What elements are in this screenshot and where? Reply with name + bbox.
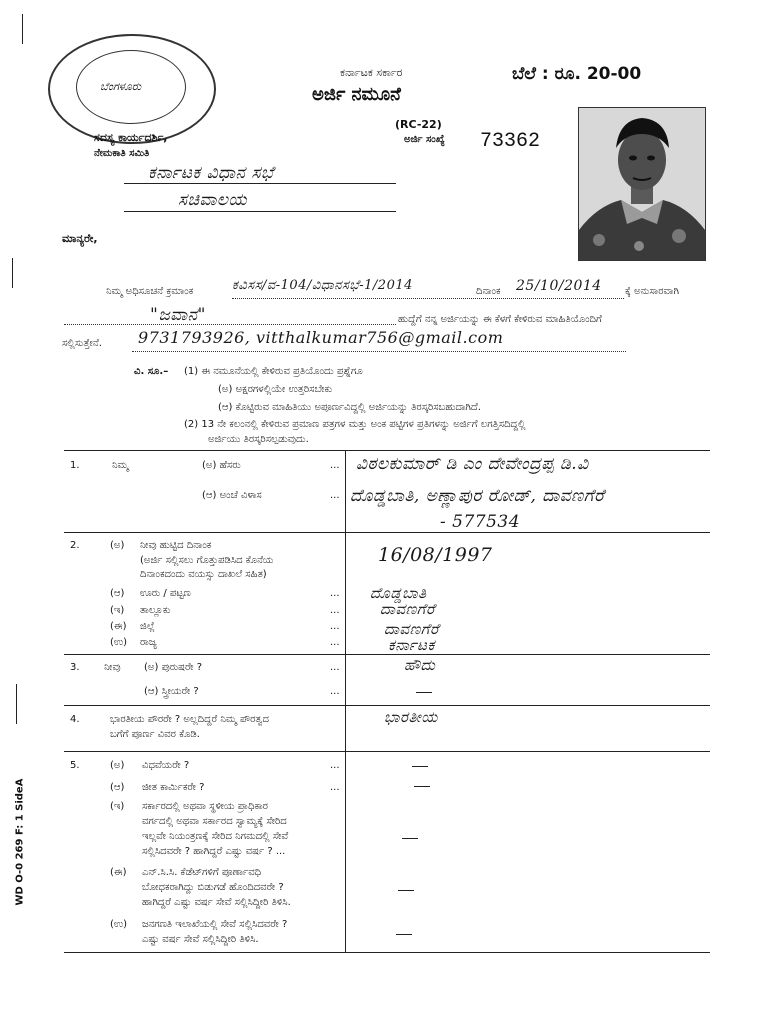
q5-census-line-2: ಎಷ್ಟು ವರ್ಷ ಸೇವೆ ಸಲ್ಲಿಸಿದ್ದೀರಿ ತಿಳಿಸಿ.: [142, 934, 259, 945]
q1-label: ನಿಮ್ಮ: [112, 460, 129, 471]
q5-ncc-mark: (ಈ): [110, 867, 127, 878]
q2-district-dots: ...: [330, 621, 340, 632]
q2-number: 2.: [70, 540, 80, 551]
contact-handwritten: 9731793926, vitthalkumar756@gmail.com: [138, 328, 504, 347]
q2-state-dots: ...: [330, 637, 340, 648]
addressee-underline-1: [124, 183, 396, 184]
q5-govt-service-line-2: ವರ್ಗದಲ್ಲಿ ಅಥವಾ ಸರ್ಕಾರದ ಸ್ವಾಮ್ಯಕ್ಕೆ ಸೇರಿದ: [142, 816, 287, 827]
q1-name-label: (ಅ) ಹೆಸರು: [202, 460, 241, 471]
q5-ncc-line-3: ಹಾಗಿದ್ದರೆ ಎಷ್ಟು ವರ್ಷ ಸೇವೆ ಸಲ್ಲಿಸಿದ್ದೀರಿ ತಿಳಿಸಿ.: [142, 897, 291, 908]
q1-number: 1.: [70, 460, 80, 471]
q1-address-dots: ...: [330, 490, 340, 501]
q5-govt-service-line-3: ಇಲ್ಲವೇ ನಿಯಂತ್ರಣಕ್ಕೆ ಸೇರಿದ ನಿಗಮದಲ್ಲಿ ಸೇವೆ: [142, 831, 289, 842]
addressee-line2: ನೇಮಕಾತಿ ಸಮಿತಿ: [94, 148, 150, 159]
q2-town-handwritten: ದೊಡ್ಡಬಾತಿ: [370, 584, 427, 602]
seal-center-text: ಬೆಂಗಳೂರು: [100, 80, 142, 93]
person-portrait-icon: [579, 108, 705, 260]
q5-number: 5.: [70, 760, 80, 771]
q3-male-label: (ಅ) ಪುರುಷರೇ ?: [144, 662, 203, 673]
q3-female-dash: [416, 692, 432, 693]
q1-address-label: (ಆ) ಅಂಚೆ ವಿಳಾಸ: [202, 490, 262, 501]
margin-mark-top: [22, 14, 23, 44]
addressee-underline-2: [124, 211, 396, 212]
note-2: (2) 13 ನೇ ಕಲಂನಲ್ಲಿ ಕೇಳಿರುವ ಪ್ರಮಾಣ ಪತ್ರಗಳ ಮತ್ತು ಅಂಕ ಪಟ್ಟಿಗಳ ಪ್ರತಿಗಳನ್ನು ಅರ್ಜಿಗೆ ಲಗತ್ತಿಸದಿದ್ದಲ್ಲಿ: [184, 419, 526, 430]
q2-taluk-mark: (ಇ): [110, 605, 125, 616]
q4-handwritten: ಭಾರತೀಯ: [384, 708, 438, 726]
q5-widow-mark: (ಅ): [110, 760, 125, 771]
row-3-rule: [64, 705, 710, 706]
notes-label: ವಿ. ಸೂ.–: [134, 366, 169, 377]
q2-dob-mark: (ಅ): [110, 540, 125, 551]
date-label: ದಿನಾಂಕ: [476, 286, 501, 297]
q4-question-2: ಬಗೆಗೆ ಪೂರ್ಣ ವಿವರ ಕೊಡಿ.: [110, 729, 200, 740]
q2-dob-note-2: ದಿನಾಂಕದಂದು ವಯಸ್ಸು ದಾಖಲೆ ಸಹಿತ): [140, 569, 267, 580]
table-top-rule: [64, 450, 710, 451]
note-2b: ಅರ್ಜಿಯು ತಿರಸ್ಕರಿಸಲ್ಪಡುವುದು.: [208, 434, 309, 445]
serial-number: 73362: [480, 130, 541, 153]
price-label: ಬೆಲೆ : ರೂ. 20-00: [512, 64, 642, 84]
addressee-handwritten-1: ಕರ್ನಾಟಕ ವಿಧಾನ ಸಭೆ: [148, 163, 274, 183]
q2-district-handwritten: ದಾವಣಗೆರೆ: [384, 620, 440, 638]
q2-dob-handwritten: 16/08/1997: [378, 544, 493, 566]
q2-state-label: ರಾಜ್ಯ: [140, 637, 157, 648]
side-print-code: WD O-0 269 F: 1 SideA: [14, 778, 26, 906]
q3-label: ನೀವು: [104, 662, 121, 673]
note-1a: (ಅ) ಅಕ್ಷರಗಳಲ್ಲಿಯೇ ಉತ್ತರಿಸಬೇಕು: [218, 384, 333, 395]
q2-town-dots: ...: [330, 588, 340, 599]
q3-number: 3.: [70, 662, 80, 673]
q3-female-label: (ಆ) ಸ್ತ್ರೀಯರೇ ?: [144, 686, 199, 697]
q5-bonded-dash: [414, 786, 430, 787]
q5-widow-label: ವಿಧವೆಯರೇ ?: [142, 760, 190, 771]
margin-mark-middle: [12, 258, 13, 288]
q5-widow-dash: [412, 766, 428, 767]
post-handwritten: "ಜವಾನ": [150, 305, 206, 325]
q1-name-dots: ...: [330, 460, 340, 471]
q2-taluk-dots: ...: [330, 605, 340, 616]
q2-state-mark: (ಉ): [110, 637, 128, 648]
q5-ncc-line-1: ಎನ್.ಸಿ.ಸಿ. ಕೆಡೆಟ್‌ಗಳಿಗೆ ಪೂರ್ಣಾವಧಿ: [142, 867, 262, 878]
notification-ref-handwritten: ಕವಿಸಸ/ವ-104/ವಿಧಾನಸಭೆ-1/2014: [232, 278, 413, 293]
q2-district-mark: (ಈ): [110, 621, 127, 632]
q5-census-mark: (ಉ): [110, 919, 128, 930]
q2-town-label: ಊರು / ಪಟ್ಟಣ: [140, 588, 191, 599]
q2-town-mark: (ಆ): [110, 588, 125, 599]
note-1b: (ಆ) ಕೊಟ್ಟಿರುವ ಮಾಹಿತಿಯು ಅಪೂರ್ಣವಿದ್ದಲ್ಲಿ ಅರ್ಜಿಯನ್ನು ತಿರಸ್ಕರಿಸಬಹುದಾಗಿದೆ.: [218, 402, 481, 413]
salutation: ಮಾನ್ಯರೇ,: [62, 232, 98, 245]
row-4-rule: [64, 751, 710, 752]
applicant-photo: [578, 107, 706, 261]
ref-dotline: [232, 298, 624, 299]
q1-address-handwritten-2: - 577534: [440, 512, 521, 532]
office-seal: [48, 34, 216, 144]
date-handwritten: 25/10/2014: [516, 278, 602, 294]
note-1: (1) ಈ ನಮೂನೆಯಲ್ಲಿ ಕೇಳಿರುವ ಪ್ರತಿಯೊಂದು ಪ್ರಶ್ನೆಗೂ: [184, 366, 363, 377]
q5-govt-service-mark: (ಇ): [110, 801, 125, 812]
q5-census-dash: [396, 934, 412, 935]
q2-state-handwritten: ಕರ್ನಾಟಕ: [388, 636, 435, 654]
q1-address-handwritten-1: ದೊಡ್ಡಬಾತಿ, ಅಣ್ಣಾಪುರ ರೋಡ್, ದಾವಣಗೆರೆ: [350, 486, 605, 506]
q2-taluk-label: ತಾಲ್ಲೂಕು: [140, 605, 171, 616]
q5-census-line-1: ಜನಗಣತಿ ಇಲಾಖೆಯಲ್ಲಿ ಸೇವೆ ಸಲ್ಲಿಸಿದವರೇ ?: [142, 919, 288, 930]
table-column-divider: [345, 450, 346, 952]
contact-dotline: [132, 351, 626, 352]
serial-label: ಅರ್ಜಿ ಸಂಖ್ಯೆ: [404, 134, 445, 145]
q2-dob-note-1: (ಅರ್ಜಿ ಸಲ್ಲಿಸಲು ಗೊತ್ತುಪಡಿಸಿದ ಕೊನೆಯ: [140, 555, 274, 566]
form-code: (RC-22): [395, 118, 442, 131]
q2-taluk-handwritten: ದಾವಣಗೆರೆ: [380, 600, 436, 618]
addressee-line1: ಸದಸ್ಯ ಕಾರ್ಯದರ್ಶಿ,: [94, 131, 168, 144]
q2-district-label: ಜಿಲ್ಲೆ: [140, 621, 155, 632]
q4-number: 4.: [70, 714, 80, 725]
q4-question-1: ಭಾರತೀಯ ಪೌರರೇ ? ಅಲ್ಲದಿದ್ದರೆ ನಿಮ್ಮ ಪೌರತ್ವದ: [110, 714, 269, 725]
q5-bonded-mark: (ಆ): [110, 782, 125, 793]
row-1-rule: [64, 532, 710, 533]
q1-name-handwritten: ವಿಠಲಕುಮಾರ್ ಡಿ ಎಂ ದೇವೇಂದ್ರಪ್ಪ ಡಿ.ವಿ: [356, 454, 589, 474]
row-2-rule: [64, 654, 710, 655]
addressee-handwritten-2: ಸಚಿವಾಲಯ: [178, 190, 248, 210]
q3-male-handwritten: ಹೌದು: [404, 656, 436, 674]
q3-male-dots: ...: [330, 662, 340, 673]
post-suffix: ಹುದ್ದೆಗೆ ನನ್ನ ಅರ್ಜಿಯನ್ನು ಈ ಕೆಳಗೆ ಕೇಳಿರುವ ಮಾಹಿತಿಯೊಂದಿಗೆ: [398, 314, 602, 325]
ref-suffix: ಕ್ಕೆ ಅನುಸಾರವಾಗಿ: [625, 286, 679, 297]
post-dotline: [64, 324, 396, 325]
govt-heading: ಕರ್ನಾಟಕ ಸರ್ಕಾರ: [340, 66, 403, 79]
q5-bonded-label: ಜೀತ ಕಾರ್ಮಿಕರೇ ?: [142, 782, 205, 793]
q5-bonded-dots: ...: [330, 782, 340, 793]
q5-ncc-line-2: ಬೋಧಕರಾಗಿದ್ದು ಬಿಡುಗಡೆ ಹೊಂದಿದವರೇ ?: [142, 882, 284, 893]
q5-ncc-dash: [398, 890, 414, 891]
margin-mark-lower: [16, 684, 17, 724]
form-title: ಅರ್ಜಿ ನಮೂನೆ: [312, 84, 401, 105]
q5-govt-service-line-1: ಸರ್ಕಾರದಲ್ಲಿ ಅಥವಾ ಸ್ಥಳೀಯ ಪ್ರಾಧಿಕಾರ: [142, 801, 268, 812]
q3-female-dots: ...: [330, 686, 340, 697]
notification-ref-label: ನಿಮ್ಮ ಅಧಿಸೂಚನೆ ಕ್ರಮಾಂಕ: [106, 286, 194, 297]
table-bottom-rule: [64, 952, 710, 953]
q5-govt-service-line-4: ಸಲ್ಲಿಸಿದವರೇ ? ಹಾಗಿದ್ದರೆ ಎಷ್ಟು ವರ್ಷ ? ...: [142, 846, 286, 857]
submit-label: ಸಲ್ಲಿಸುತ್ತೇನೆ.: [62, 338, 102, 349]
q5-govt-service-dash: [402, 838, 418, 839]
q2-dob-label: ನೀವು ಹುಟ್ಟಿದ ದಿನಾಂಕ: [140, 540, 212, 551]
q5-widow-dots: ...: [330, 760, 340, 771]
